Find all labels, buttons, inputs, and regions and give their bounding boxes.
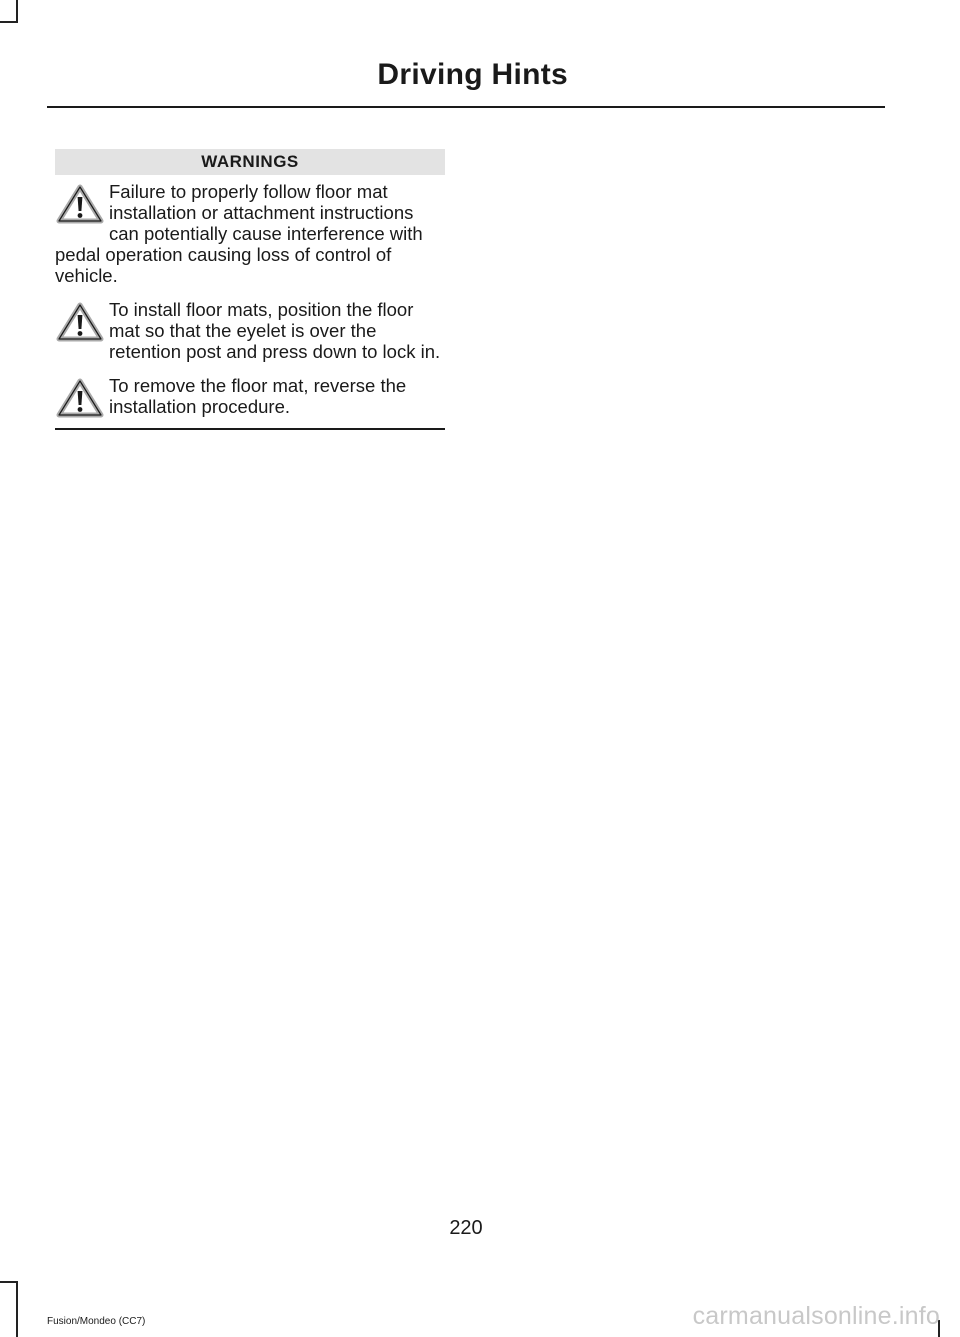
warning-item (55, 181, 445, 286)
model-footer: Fusion/Mondeo (CC7) (47, 1316, 146, 1327)
warning-item (55, 299, 445, 362)
warning-triangle-icon (55, 377, 105, 419)
header-rule (47, 106, 885, 108)
warnings-box (55, 149, 445, 430)
warnings-heading: WARNINGS (55, 149, 445, 175)
crop-mark (0, 21, 18, 23)
crop-mark (16, 0, 18, 22)
watermark-text: carmanualsonline.info (692, 1302, 940, 1330)
warning-triangle-icon (55, 301, 105, 343)
warning-item (55, 375, 445, 419)
warning-text: To install floor mats, position the floor mat so that the eyelet is over the retention post and press down to lock in. (109, 299, 441, 362)
warning-text: Failure to properly follow floor mat installation or attachment instructions can potentially cause interference with pedal operation causing loss of control of vehicle. (55, 181, 423, 286)
warnings-bottom-rule (55, 428, 445, 430)
section-title: Driving Hints (377, 58, 568, 91)
page-number: 220 (449, 1217, 483, 1239)
crop-mark (16, 1281, 18, 1337)
warning-text: To remove the floor mat, reverse the installation procedure. (109, 375, 407, 417)
warning-triangle-icon (55, 183, 105, 225)
crop-mark (0, 1281, 18, 1283)
